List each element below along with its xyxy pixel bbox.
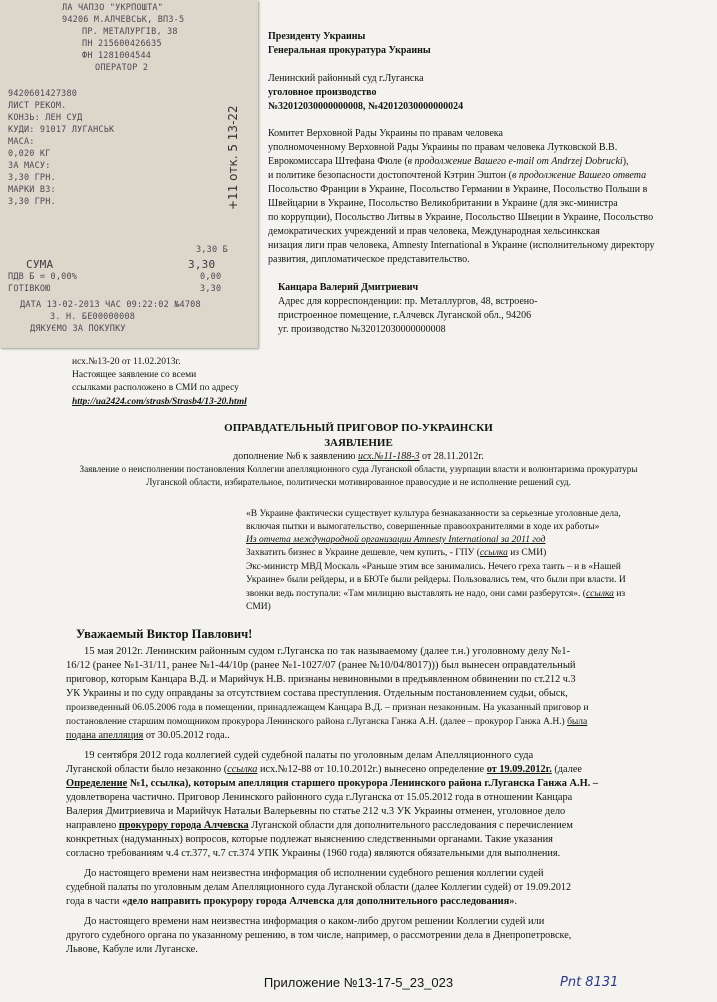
- paragraph-line: 15 мая 2012г. Ленинским районным судом г.Луганска по так называемому (далее т.н.) уголовному делу №1-: [84, 646, 571, 657]
- addressee-line: по коррупции), Посольство Литвы в Украине, Посольство Швеции в Украине, Посольство: [268, 212, 654, 223]
- supplement-link[interactable]: исх.№11-188-3: [357, 451, 420, 462]
- receipt-line: ДЯКУЄМО ЗА ПОКУПКУ: [30, 324, 126, 334]
- supplement-line: дополнение №6 к заявлению исх.№11-188-3 от 28.11.2012г.: [233, 451, 484, 462]
- amnesty-source: Из отчета международной организации Amnesty International за 2011 год: [246, 535, 546, 545]
- addressee-line: Комитет Верховной Рады Украины по правам человека: [268, 128, 503, 139]
- sender-address: пристроенное помещение, г.Алчевск Луганской обл., 94206: [278, 310, 532, 321]
- salutation: Уважаемый Виктор Павлович!: [76, 627, 253, 641]
- addressee-case-numbers: №32012030000000008, №42012030000000024: [268, 101, 464, 112]
- addressee-prosecutor: Генеральная прокуратура Украины: [268, 45, 431, 56]
- handwritten-note: +11 отк. 5 13-22: [226, 105, 240, 210]
- receipt-line: 3,30: [188, 258, 216, 271]
- paragraph-line: удовлетворена частично. Приговор Ленинского районного суда г.Луганска от 15.05.2012 года в отношении Канцара: [66, 792, 573, 803]
- paragraph-line: 16/12 (ранее №1-31/11, ранее №1-44/10р (ранее №1-1027/07 (ранее №10/04/8017))) был вынесен оправдательный: [66, 660, 576, 671]
- quote-line: включая пытки и вымогательство, совершенные правоохранителями в ходе их работы»: [246, 522, 600, 532]
- receipt-line: КУДИ: 91017 ЛУГАНСЬК: [8, 125, 115, 135]
- addressee-line: развития, дипломатическое представительство.: [268, 254, 470, 265]
- quote-line: «В Украине фактически существует культура безнаказанности за серьезные уголовные дела,: [246, 509, 621, 519]
- paragraph-line: конкретных (надуманных) вопросов, которые подлежат выяснению следственными органами. Такие указания: [66, 834, 553, 845]
- statement-description: Луганской области, избирательное, политически мотивированное правосудие и не исполнение решений суд.: [146, 477, 571, 487]
- receipt-line: 3,30: [200, 284, 222, 294]
- receipt-line: 0,020 КГ: [8, 149, 51, 159]
- paragraph-line: подана апелляция от 30.05.2012 года..: [66, 730, 230, 741]
- receipt-line: ОПЕРАТОР 2: [95, 63, 149, 73]
- quote-line: Украине» были рейдеры, и в БЮТе были рейдеры. Пользовались тем, что были при власти. И: [246, 575, 626, 585]
- paragraph-line: произведенный 06.05.2006 года в помещении, принадлежащем Канцара В.Д. – признан незаконным. На указанный приговор и: [66, 702, 589, 713]
- paragraph-line: года в части «дело направить прокурору города Алчевска для дополнительного расследования».: [66, 896, 518, 907]
- paragraph-line: Луганской области было незаконно (ссылка исх.№12-88 от 10.10.2012г.) вынесено определение от 19.09.2012г. (далее: [66, 764, 582, 775]
- note-line: ссылками расположено в СМИ по адресу: [72, 383, 239, 393]
- note-line: Настоящее заявление со всеми: [72, 370, 197, 380]
- appendix-footer: Приложение №13-17-5_23_023: [263, 975, 454, 990]
- paragraph-line: До настоящего времени нам неизвестна информация о каком-либо другом решении Коллегии судей или: [84, 916, 545, 927]
- receipt-line: 3,30 ГРН.: [8, 173, 56, 183]
- receipt-line: 3,30 ГРН.: [8, 197, 56, 207]
- quote-line: Захватить бизнес в Украине дешевле, чем купить, - ГПУ (ссылка из СМИ): [246, 548, 547, 558]
- paragraph-line: согласно требованиям ч.4 ст.377, ч.7 ст.374 УПК Украины (1960 года) являются обязательными для выполнения.: [66, 848, 561, 859]
- sender-address: Адрес для корреспонденции: пр. Металлургов, 48, встроено-: [278, 296, 538, 307]
- receipt-line: ПДВ Б = 0,00%: [8, 272, 78, 282]
- media-link[interactable]: http://ua2424.com/strasb/Strasb4/13-20.html: [72, 397, 247, 407]
- receipt-line: ФН 1281004544: [82, 51, 152, 61]
- postal-receipt: [0, 0, 258, 348]
- addressee-line: и политике безопасности достопочтеной Кэтрин Эштон (в продолжение Вашего ответа: [268, 170, 647, 181]
- receipt-line: СУМА: [26, 258, 54, 271]
- sender-case: уг. производство №32012030000000008: [278, 324, 446, 335]
- paragraph-line: УК Украины и по суду оправданы за отсутствием состава преступления. Отдельным постановлением судьи, обыск,: [66, 688, 568, 699]
- receipt-line: 9420601427380: [8, 89, 78, 99]
- receipt-line: ЛА ЧАПЗО "УКРПОШТА": [62, 3, 164, 13]
- ruling-reference-link[interactable]: ссылка: [227, 764, 258, 775]
- receipt-line: МАРКИ ВЗ:: [8, 185, 56, 195]
- receipt-line: ПН 215600426635: [82, 39, 162, 49]
- document-subtitle: ЗАЯВЛЕНИЕ: [324, 437, 393, 449]
- addressee-line: Посольство Франции в Украине, Посольство Германии в Украине, Посольство Польши в: [268, 184, 648, 195]
- receipt-line: ДАТА 13-02-2013 ЧАС 09:22:02 №4708: [20, 300, 201, 310]
- quote-line: звонки ведь поступали: «Там милицию выставлять не надо, они сами разберутся». (ссылка из: [246, 589, 626, 599]
- handwritten-signature: Pnt 8131: [560, 975, 619, 990]
- paragraph-line: Определение №1, ссылка), которым апелляция старшего прокурора Ленинского района г.Луганска Ганжа А.Н. –: [66, 778, 599, 789]
- receipt-line: 94206 М.АЛЧЕВСЬК, ВПЗ-5: [62, 15, 185, 25]
- paragraph-line: судебной палаты по уголовным делам Апелляционного суда Луганской области (далее Коллегии судей) от 19.09.2012: [66, 882, 572, 893]
- paragraph-line: Валерия Дмитриевича и Марийчук Натальи Валерьевны по статье 212 ч.3 УК Украины отменен, уголовное дело: [66, 806, 566, 817]
- quote-line: СМИ): [246, 602, 271, 612]
- paragraph-line: приговор, которым Канцара В.Д. и Марийчук Н.В. признаны невиновными в предъявленном обвинении по ст.212 ч.3: [66, 674, 576, 685]
- addressee-line: Еврокомиссара Штефана Фюле (в продолжение Вашего e-mail от Andrzej Dobrucki),: [268, 156, 629, 167]
- receipt-line: ЗА МАСУ:: [8, 161, 51, 171]
- receipt-line: ПР. МЕТАЛУРГІВ, 38: [82, 27, 178, 37]
- paragraph-line: Львове, Кабуле или Луганске.: [66, 944, 198, 955]
- addressee-line: низация лиги прав человека, Amnesty International в Украине (исполнительному директору: [268, 240, 655, 251]
- addressee-president: Президенту Украины: [268, 31, 366, 42]
- outgoing-number: исх.№13-20 от 11.02.2013г.: [72, 357, 181, 367]
- paragraph-line: направлено прокурору города Алчевска Луганской области для дополнительного расследования с перечислением: [66, 820, 573, 831]
- statement-description: Заявление о неисполнении постановления Коллегии апелляционного суда Луганской области, узурпации власти и волюнтаризма прокуратуры: [79, 464, 638, 474]
- document-title: ОПРАВДАТЕЛЬНЫЙ ПРИГОВОР ПО-УКРАИНСКИ: [224, 422, 493, 434]
- paragraph-line: постановление старшим помощником прокурора Ленинского района г.Луганска Ганжа А.Н. (далее – прокурор Ганжа А.Н.) была: [66, 717, 588, 727]
- addressee-line: демократических учреждений и прав человека, Международная хельсинкская: [268, 226, 600, 237]
- paragraph-line: другого судебного органа по указанному решению, в том числе, например, о рассмотрении дела в Днепропетровске,: [66, 930, 572, 941]
- receipt-line: 0,00: [200, 272, 222, 282]
- receipt-line: ГОТІВКОЮ: [8, 284, 51, 294]
- media-reference-link[interactable]: ссылка: [585, 589, 614, 599]
- addressee-line: уполномоченному Верховной Рады Украины по правам человека Лутковской В.В.: [268, 142, 618, 153]
- receipt-line: 3,30 Б: [196, 245, 228, 255]
- receipt-line: МАСА:: [8, 137, 35, 147]
- sender-name: Канцара Валерий Дмитриевич: [278, 282, 419, 293]
- receipt-line: КОНЗЬ: ЛЕН СУД: [8, 113, 83, 123]
- addressee-criminal: уголовное производство: [268, 87, 377, 98]
- paragraph-line: До настоящего времени нам неизвестна информация об исполнении судебного решения коллегии судей: [84, 868, 544, 879]
- addressee-line: Швейцарии в Украине, Посольство Великобритании в Украине (для экс-министра: [268, 198, 618, 209]
- receipt-line: ЛИСТ РЕКОМ.: [8, 101, 67, 111]
- addressee-court: Ленинский районный суд г.Луганска: [268, 73, 424, 84]
- media-reference-link[interactable]: ссылка: [479, 548, 508, 558]
- paragraph-line: 19 сентября 2012 года коллегией судей судебной палаты по уголовным делам Апелляционного суда: [84, 750, 534, 761]
- receipt-line: З. Н. БЕ00000008: [50, 312, 136, 322]
- quote-line: Экс-министр МВД Москаль «Раньше этим все занимались. Нечего греха таить – и в «Нашей: [246, 562, 621, 572]
